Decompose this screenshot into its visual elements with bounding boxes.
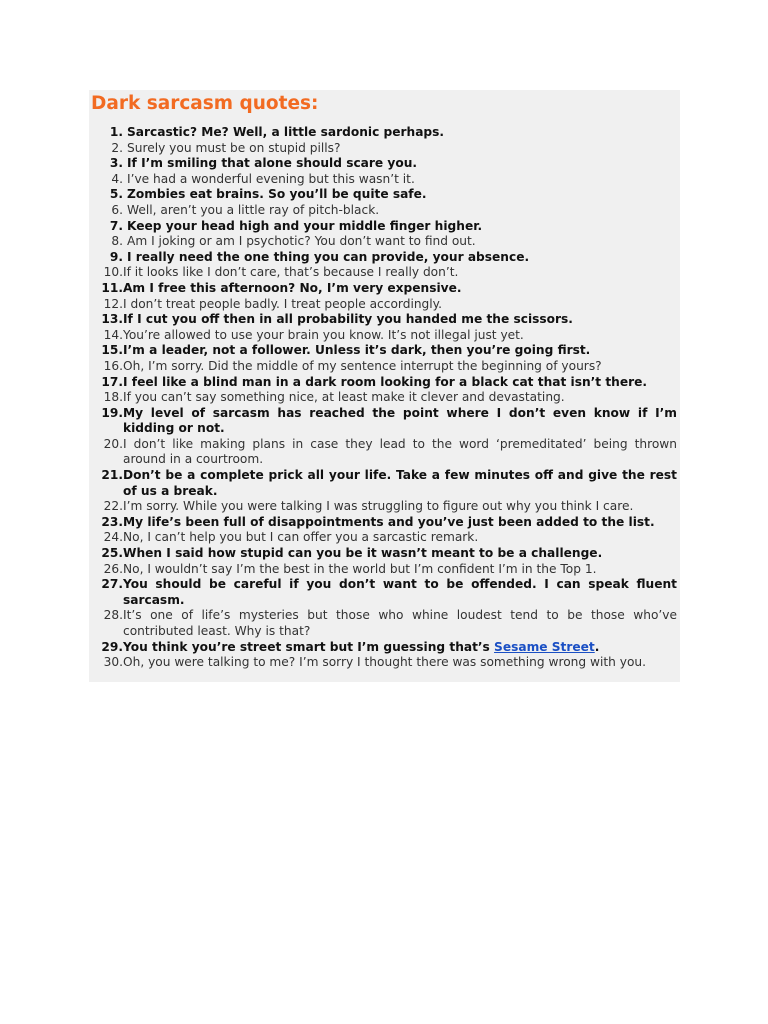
quote-number: 14.	[103, 327, 123, 342]
quote-number: 13.	[101, 312, 123, 327]
quote-text	[123, 234, 677, 250]
quote-text-content: No, I wouldn’t say I’m the best in the world but I’m confident I’m in the Top 1.	[123, 561, 597, 576]
quote-text-content: You think you’re street smart but I’m guessing that’s	[123, 639, 495, 654]
quote-number: 6.	[111, 202, 123, 217]
quote-item	[95, 250, 677, 266]
quote-text-content: Am I joking or am I psychotic? You don’t want to find out.	[127, 234, 476, 249]
quote-number: 22.	[103, 499, 123, 514]
quote-number: 8.	[111, 234, 123, 249]
quote-number: 19.	[101, 405, 123, 420]
quote-text-content: My level of sarcasm has reached the point where I don’t even know if I’m kidding or not.	[123, 405, 677, 436]
quote-text	[123, 219, 677, 235]
quote-number: 2.	[111, 140, 123, 155]
quote-text-content: Am I free this afternoon? No, I’m very expensive.	[123, 280, 462, 295]
quote-text	[123, 499, 677, 515]
quote-item	[95, 312, 677, 328]
quote-number: 10.	[103, 265, 123, 280]
quote-text-content: You’re allowed to use your brain you know. It’s not illegal just yet.	[123, 327, 524, 342]
quote-item	[95, 577, 677, 608]
quote-text-content: Oh, you were talking to me? I’m sorry I thought there was something wrong with you.	[123, 655, 647, 670]
quote-item	[95, 156, 677, 172]
quote-text	[123, 390, 677, 406]
quote-item	[95, 530, 677, 546]
quote-item	[95, 468, 677, 499]
quote-text	[123, 156, 677, 172]
quote-number: 27.	[101, 577, 123, 592]
quote-item	[95, 234, 677, 250]
quote-item	[95, 375, 677, 391]
page-title: Dark sarcasm quotes:	[91, 93, 319, 114]
quote-item	[95, 141, 677, 157]
quote-text	[123, 343, 677, 359]
quote-item	[95, 640, 677, 656]
quote-item	[95, 265, 677, 281]
quote-number: 5.	[109, 187, 123, 202]
quote-text	[123, 141, 677, 157]
quote-text-content: I feel like a blind man in a dark room looking for a black cat that isn’t there.	[123, 374, 648, 389]
quote-number: 9.	[109, 249, 123, 264]
quote-item	[95, 172, 677, 188]
quote-number: 4.	[111, 171, 123, 186]
quote-text-content: Keep your head high and your middle finger higher.	[127, 218, 483, 233]
quote-number: 21.	[101, 468, 123, 483]
quote-text-content: My life’s been full of disappointments and you’ve just been added to the list.	[123, 514, 655, 529]
quote-text	[123, 515, 677, 531]
quote-item	[95, 359, 677, 375]
quote-text	[123, 281, 677, 297]
quote-number: 7.	[109, 218, 123, 233]
quote-number: 12.	[103, 296, 123, 311]
quote-text	[123, 172, 677, 188]
quote-text	[123, 265, 677, 281]
quote-number: 11.	[101, 280, 123, 295]
quote-number: 15.	[101, 343, 123, 358]
quote-item	[95, 297, 677, 313]
quote-item	[95, 203, 677, 219]
quote-text-content: I’ve had a wonderful evening but this wasn’t it.	[127, 171, 415, 186]
quote-item	[95, 437, 677, 468]
quote-number: 24.	[103, 530, 123, 545]
quote-item	[95, 125, 677, 141]
quote-text-content: Zombies eat brains. So you’ll be quite safe.	[127, 187, 427, 202]
quote-text-content: If you can’t say something nice, at least make it clever and devastating.	[123, 390, 565, 405]
quote-text-content: If I cut you off then in all probability you handed me the scissors.	[123, 312, 573, 327]
quote-text	[123, 187, 677, 203]
quote-text-content: Don’t be a complete prick all your life. Take a few minutes off and give the rest of us a break.	[123, 468, 677, 498]
quote-number: 26.	[103, 561, 123, 576]
quote-text	[123, 562, 677, 578]
quote-item	[95, 546, 677, 562]
quote-item	[95, 343, 677, 359]
quote-item	[95, 499, 677, 515]
quote-text	[123, 640, 677, 656]
quote-item	[95, 608, 677, 639]
quote-text	[123, 530, 677, 546]
quote-text	[123, 250, 677, 266]
quote-number: 18.	[103, 390, 123, 405]
quote-number: 16.	[103, 358, 123, 373]
quote-list	[95, 125, 677, 671]
quote-item	[95, 406, 677, 437]
quote-number: 30.	[103, 655, 123, 670]
quote-number: 17.	[101, 374, 123, 389]
quote-item	[95, 219, 677, 235]
sesame-street-link[interactable]: Sesame Street	[494, 639, 595, 654]
quote-text-content: If it looks like I don’t care, that’s because I really don’t.	[123, 265, 459, 280]
quote-text	[123, 608, 677, 639]
quote-text-content: I don’t treat people badly. I treat people accordingly.	[123, 296, 443, 311]
quote-text-content: Surely you must be on stupid pills?	[127, 140, 341, 155]
quote-text-content: Oh, I’m sorry. Did the middle of my sentence interrupt the beginning of yours?	[123, 358, 602, 373]
quote-text-content: I’m a leader, not a follower. Unless it’s dark, then you’re going first.	[123, 343, 591, 358]
quote-text	[123, 312, 677, 328]
quote-item	[95, 281, 677, 297]
quote-number: 29.	[101, 639, 123, 654]
quote-text	[123, 375, 677, 391]
quote-text	[123, 546, 677, 562]
quote-number: 20.	[103, 436, 123, 451]
quote-text-suffix: .	[594, 639, 600, 654]
quote-text	[123, 328, 677, 344]
quote-item	[95, 187, 677, 203]
quote-text-content: If I’m smiling that alone should scare you.	[127, 156, 418, 171]
quote-text	[123, 577, 677, 608]
quote-text	[123, 125, 677, 141]
quote-text	[123, 203, 677, 219]
quote-text-content: I don’t like making plans in case they lead to the word ‘premeditated’ being thrown around in a courtroom.	[123, 436, 677, 467]
quote-text-content: When I said how stupid can you be it wasn’t meant to be a challenge.	[123, 546, 603, 561]
quote-text-content: I really need the one thing you can provide, your absence.	[127, 249, 530, 264]
quote-item	[95, 515, 677, 531]
quote-text	[123, 468, 677, 499]
quote-text-content: No, I can’t help you but I can offer you a sarcastic remark.	[123, 530, 479, 545]
quote-text-content: Well, aren’t you a little ray of pitch-black.	[127, 202, 380, 217]
quote-text-content: Sarcastic? Me? Well, a little sardonic perhaps.	[127, 125, 445, 139]
quote-number: 25.	[101, 546, 123, 561]
quote-number: 3.	[109, 156, 123, 171]
quote-number: 1.	[109, 125, 123, 139]
quote-number: 28.	[103, 608, 123, 623]
quote-text-content: You should be careful if you don’t want to be offended. I can speak fluent sarcasm.	[123, 577, 677, 607]
quote-number: 23.	[101, 514, 123, 529]
quote-item	[95, 390, 677, 406]
quote-text	[123, 437, 677, 468]
quote-text	[123, 297, 677, 313]
quote-item	[95, 655, 677, 671]
quote-item	[95, 562, 677, 578]
quote-item	[95, 328, 677, 344]
quote-text	[123, 655, 677, 671]
quote-text	[123, 406, 677, 437]
quote-text-content: It’s one of life’s mysteries but those who whine loudest tend to be those who’ve contributed least. Why is that?	[123, 608, 677, 638]
quote-text-content: I’m sorry. While you were talking I was struggling to figure out why you think I care.	[123, 499, 634, 514]
quote-text	[123, 359, 677, 375]
